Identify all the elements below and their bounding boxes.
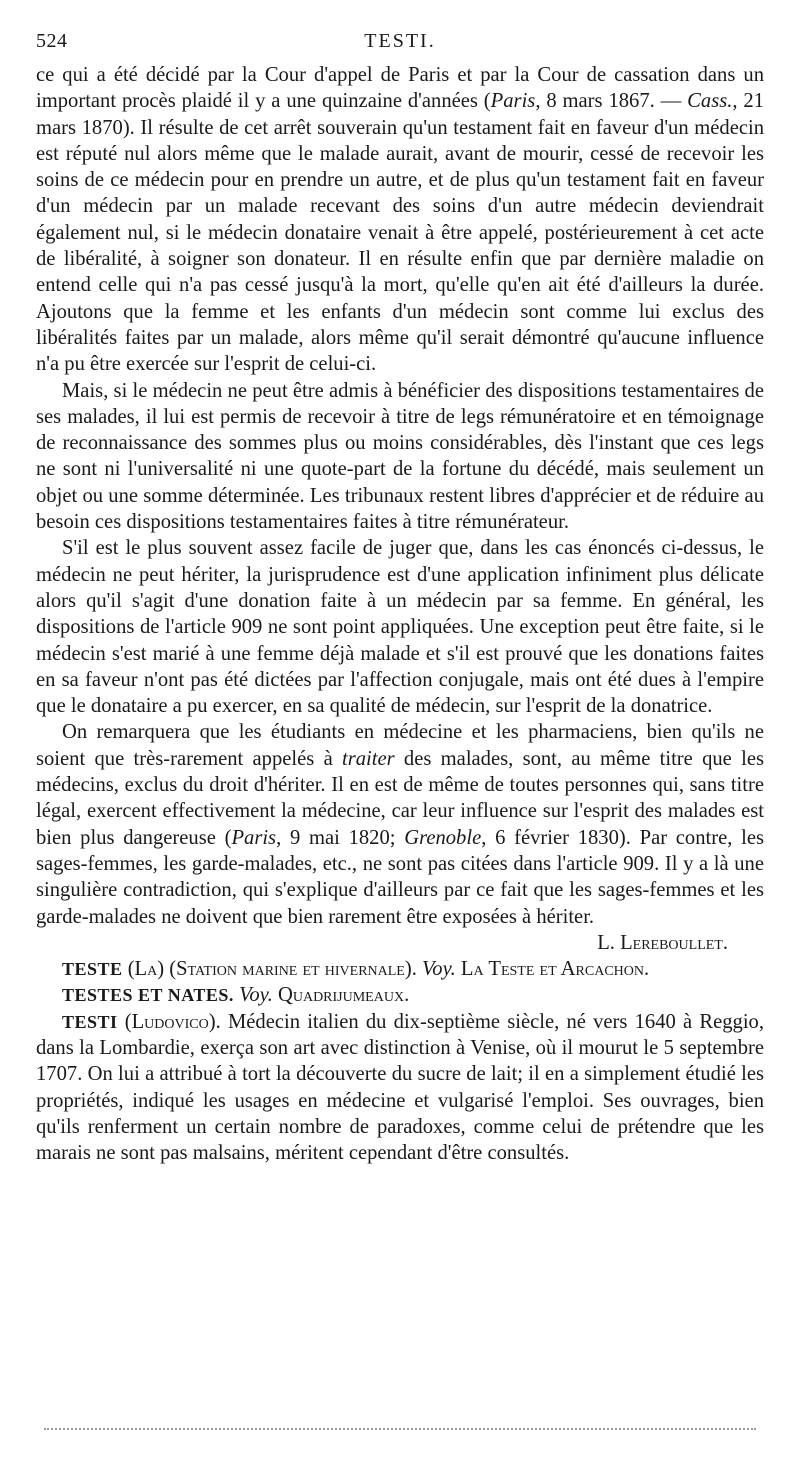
cross-reference: La Teste et Arcachon.	[455, 958, 650, 981]
p4-citation-paris: Paris	[231, 826, 277, 849]
cross-reference: Quadrijumeaux.	[272, 984, 410, 1007]
entry-forename: (Ludovico).	[117, 1010, 221, 1033]
p1-date: , 8 mars 1867. —	[535, 90, 688, 113]
paragraph-4	[36, 719, 764, 954]
paragraph-3: S'il est le plus souvent assez facile de juger que, dans les cas énoncés ci-dessus, le médecin ne peut hériter, la jurisprudence est d'une application infiniment plus délicate alors qu'il s'agit d'une donation faite à un médecin par sa femme. En général, les dispositions de l'article 909 ne sont point appliquées. Une exception peut être faite, si le médecin s'est marié à une femme déjà malade et s'il est prouvé que les donations faites en sa faveur n'ont pas été dictées par l'affection conjugale, mais ont été dues à l'empire que le donataire a pu exercer, en sa qualité de médecin, sur l'esprit de la donatrice.	[36, 537, 764, 718]
p4-text-d: , 6 février 1830). Par contre, les sages-femmes, les garde-malades, etc., ne sont pas citées dans l'article 909. Il y a là une singulière contradiction, qui s'explique d'ailleurs par ce fait que les sages-femmes et les garde-malades ne doivent que bien rarement être exposées à hériter.	[36, 826, 764, 928]
entry-testes-et-nates	[36, 982, 764, 1008]
p4-traiter: traiter	[342, 747, 395, 770]
entry-headword: TESTE	[62, 959, 123, 980]
p4-text-c: , 9 mai 1820;	[276, 826, 405, 849]
p4-citation-grenoble: Grenoble	[404, 826, 482, 849]
running-title: TESTI.	[364, 30, 436, 52]
entry-headword: TESTI	[62, 1011, 118, 1032]
citation-paris: Paris	[490, 90, 536, 113]
entry-teste	[36, 956, 764, 982]
entry-headword: TESTES ET NATES.	[62, 985, 234, 1006]
footer-dotted-rule	[44, 1428, 756, 1430]
p4-text-b: des malades, sont, au même titre que les médecins, exclus du droit d'hériter. Il en est de même de toutes personnes qui, sans titre légal, exercent effectivement la médecine, car leur influence sur l'esprit des malades est bien plus dangereuse (	[36, 747, 764, 849]
paragraph-1	[36, 62, 764, 378]
running-head	[36, 30, 764, 60]
p1-text: ce qui a été décidé par la Cour d'appel de Paris et par la Cour de cassation dans un important procès plaidé il y a une quinzaine d'années (	[36, 64, 764, 113]
citation-cass: Cass.	[687, 90, 733, 113]
voy-reference: Voy.	[422, 958, 456, 981]
text-block	[36, 62, 764, 1166]
entry-body: Médecin italien du dix-septième siècle, né vers 1640 à Reggio, dans la Lombardie, exerça son art avec distinction à Venise, où il mourut le 5 septembre 1707. On lui a attribué à tort la découverte du sucre de lait; il en a simplement étudié les propriétés, indiqué les usages en médecine et vulgarisé l'emploi. Ses ouvrages, bien qu'ils renferment un certain nombre de paradoxes, comme celui de prétendre que les marais ne sont pas malsains, méritent cependant d'être consultés.	[36, 1010, 764, 1165]
paragraph-2: Mais, si le médecin ne peut être admis à bénéficier des dispositions testamentaires de ses malades, il lui est permis de recevoir à titre de legs rémunératoire et en témoignage de reconnaissance des sommes plus ou moins considérables, dès l'instant que ces legs ne sont ni l'universalité ni une quote-part de la fortune du décédé, mais seulement un objet ou une somme déterminée. Les tribunaux restent libres d'apprécier et de réduire au besoin ces dispositions testamentaires faites à titre rémunérateur.	[36, 379, 764, 534]
author-signature: L. Lereboullet.	[597, 931, 728, 954]
entry-qualifier: (La) (Station marine et hivernale).	[122, 958, 423, 981]
voy-reference: Voy.	[239, 984, 273, 1007]
page-number: 524	[36, 30, 68, 52]
p4-text-a: On remarquera que les étudiants en médecine et les pharmaciens, bien qu'ils ne soient que très-rarement appelés à	[36, 721, 764, 770]
entry-testi	[36, 1009, 764, 1167]
p1-rest: , 21 mars 1870). Il résulte de cet arrêt souverain qu'un testament fait en faveur d'un médecin est réputé nul alors même que le malade aurait, avant de mourir, cessé de recevoir les soins de ce médecin pour en prendre un autre, et de plus qu'un testament fait en faveur d'un médecin par un malade recevant des soins d'un autre médecin deviendrait également nul, si le médecin donataire venait à être appelé, postérieurement à cet acte de libéralité, à soigner son donateur. Il en résulte enfin que par dernière maladie on entend celle qui n'a pas cessé jusqu'à la mort, qu'elle qu'en ait été d'ailleurs la durée. Ajoutons que la femme et les enfants d'un médecin sont comme lui exclus des libéralités faites par un malade, alors même qu'il serait démontré qu'aucune influence n'a pu être exercée sur l'esprit de celui-ci.	[36, 90, 765, 376]
